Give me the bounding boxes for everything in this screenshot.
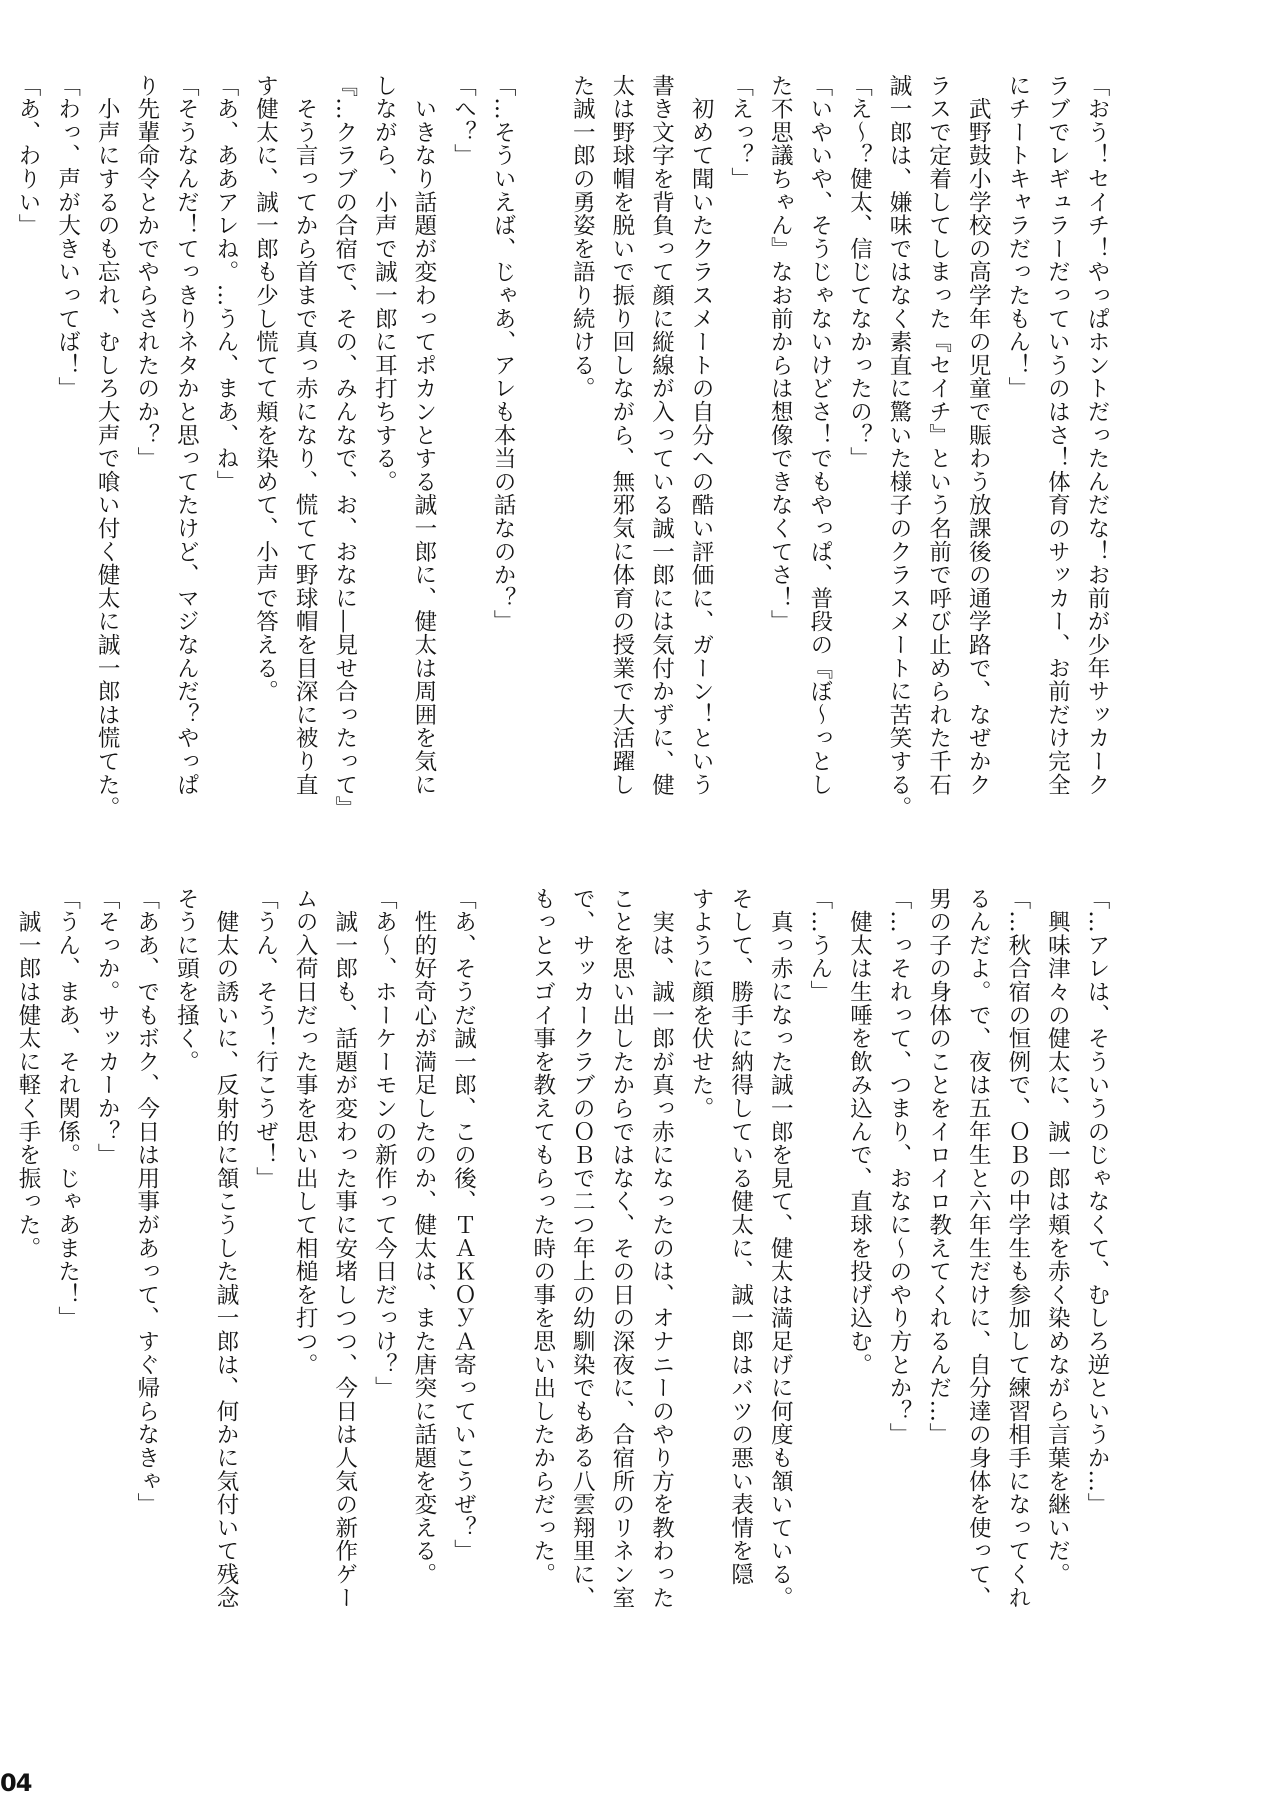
text-column: 健太の誘いに、反射的に頷こうした誠一郎は、何かに気付いて残念 [212, 887, 239, 1610]
text-column: 『…クラブの合宿で、その、みんなで、お、おなに―見せ合ったって』 [331, 74, 358, 820]
blank-column [522, 74, 562, 832]
text-column: 「へ？」 [450, 74, 477, 168]
text-column: 「…アレは、そういうのじゃなくて、むしろ逆というか…」 [1084, 887, 1110, 1517]
blank-column [483, 887, 523, 1645]
text-column: 性的好奇心が満足したのか、健太は、また唐突に話題を変える。 [410, 887, 437, 1586]
text-column: す健太に、誠一郎も少し慌てて頬を染めて、小声で答える。 [252, 74, 279, 704]
text-column: 「あ、そうだ誠一郎、この後、ＴＡＫＯｙＡ寄っていこうぜ？」 [450, 887, 477, 1563]
text-column: 「わっ、声が大きいってば！」 [54, 74, 81, 401]
text-column: ことを思い出したからではなく、その日の深夜に、合宿所のリネン室 [608, 887, 635, 1610]
text-column: 「…うん」 [806, 887, 833, 1004]
text-column: 誠一郎も、話題が変わった事に安堵しつつ、今日は人気の新作ゲー [331, 887, 358, 1610]
text-column: 男の子の身体のことをイロイロ教えてくれるんだ…」 [925, 887, 952, 1447]
text-column: もっとスゴイ事を教えてもらった時の事を思い出したからだった。 [529, 887, 556, 1586]
text-column: 誠一郎は健太に軽く手を振った。 [14, 887, 41, 1260]
text-column: 小声にするのも忘れ、むしろ大声で喰い付く健太に誠一郎は慌てた。 [94, 74, 121, 820]
text-column: ムの入荷日だった事を思い出して相槌を打つ。 [292, 887, 319, 1377]
text-column: 武野鼓小学校の高学年の児童で賑わう放課後の通学路で、なぜかク [965, 74, 992, 797]
text-column: いきなり話題が変わってポカンとする誠一郎に、健太は周囲を気に [410, 74, 437, 797]
text-column: にチートキャラだったもん！」 [1004, 74, 1031, 401]
text-column: 真っ赤になった誠一郎を見て、健太は満足げに何度も頷いている。 [767, 887, 794, 1610]
page-number: 04 [0, 1769, 32, 1797]
text-column: 「そっか。サッカーか？」 [94, 887, 121, 1167]
text-column: 誠一郎は、嫌味ではなく素直に驚いた様子のクラスメートに苦笑する。 [886, 74, 913, 820]
text-column: 「…秋合宿の恒例で、ＯＢの中学生も参加して練習相手になってくれ [1004, 887, 1031, 1610]
text-column: り先輩命令とかでやらされたのか？」 [133, 74, 160, 471]
text-column: 「…っそれって、つまり、おなに～のやり方とか？」 [886, 887, 913, 1447]
lower-text-block [14, 887, 1116, 1645]
text-column: 「あ、ああアレね。…うん、まあ、ね」 [212, 74, 239, 494]
upper-text-block [14, 74, 1116, 832]
text-column: 健太は生唾を飲み込んで、直球を投げ込む。 [846, 887, 873, 1377]
text-column: た誠一郎の勇姿を語り続ける。 [569, 74, 596, 401]
text-column: 興味津々の健太に、誠一郎は頬を赤く染めながら言葉を継いだ。 [1044, 887, 1071, 1586]
text-column: 「…そういえば、じゃあ、アレも本当の話なのか？」 [490, 74, 517, 634]
text-column: そして、勝手に納得している健太に、誠一郎はバツの悪い表情を隠 [727, 887, 754, 1586]
text-column: 太は野球帽を脱いで振り回しながら、無邪気に体育の授業で大活躍し [608, 74, 635, 797]
text-column: 「あ、わりい」 [14, 74, 41, 238]
text-column: た不思議ちゃん』なお前からは想像できなくてさ！」 [767, 74, 794, 634]
text-column: 「いやいや、そうじゃないけどさ！でもやっぱ、普段の『ぼ～っとし [806, 74, 833, 797]
text-column: そう言ってから首まで真っ赤になり、慌てて野球帽を目深に被り直 [292, 74, 319, 797]
text-column: しながら、小声で誠一郎に耳打ちする。 [371, 74, 398, 494]
text-column: 初めて聞いたクラスメートの自分への酷い評価に、ガーン！という [688, 74, 715, 797]
text-column: 「え～？健太、信じてなかったの？」 [846, 74, 873, 471]
text-column: すように顔を伏せた。 [688, 887, 715, 1120]
text-column: ラブでレギュラーだっていうのはさ！体育のサッカー、お前だけ完全 [1044, 74, 1071, 797]
text-column: 「うん、まあ、それ関係。じゃあまた！」 [54, 887, 81, 1330]
text-column: で、サッカークラブのＯＢで二つ年上の幼馴染でもある八雲翔里に、 [569, 887, 596, 1610]
text-column: 実は、誠一郎が真っ赤になったのは、オナニーのやり方を教わった [648, 887, 675, 1610]
text-column: 「あ～、ホーケーモンの新作って今日だっけ？」 [371, 887, 398, 1400]
text-column: 「そうなんだ！てっきりネタかと思ってたけど、マジなんだ？やっぱ [173, 74, 200, 797]
text-column: 「うん、そう！行こうぜ！」 [252, 887, 279, 1190]
text-column: 「ああ、でもボク、今日は用事があって、すぐ帰らなきゃ」 [133, 887, 160, 1517]
text-column: 書き文字を背負って顔に縦線が入っている誠一郎には気付かずに、健 [648, 74, 675, 797]
text-column: そうに頭を掻く。 [173, 887, 200, 1074]
text-column: ラスで定着してしまった『セイチ』という名前で呼び止められた千石 [925, 74, 952, 797]
text-column: 「えっ？」 [727, 74, 754, 191]
text-column: 「おう！セイチ！やっぱホントだったんだな！お前が少年サッカーク [1084, 74, 1110, 797]
text-column: るんだよ。で、夜は五年生と六年生だけに、自分達の身体を使って、 [965, 887, 992, 1610]
